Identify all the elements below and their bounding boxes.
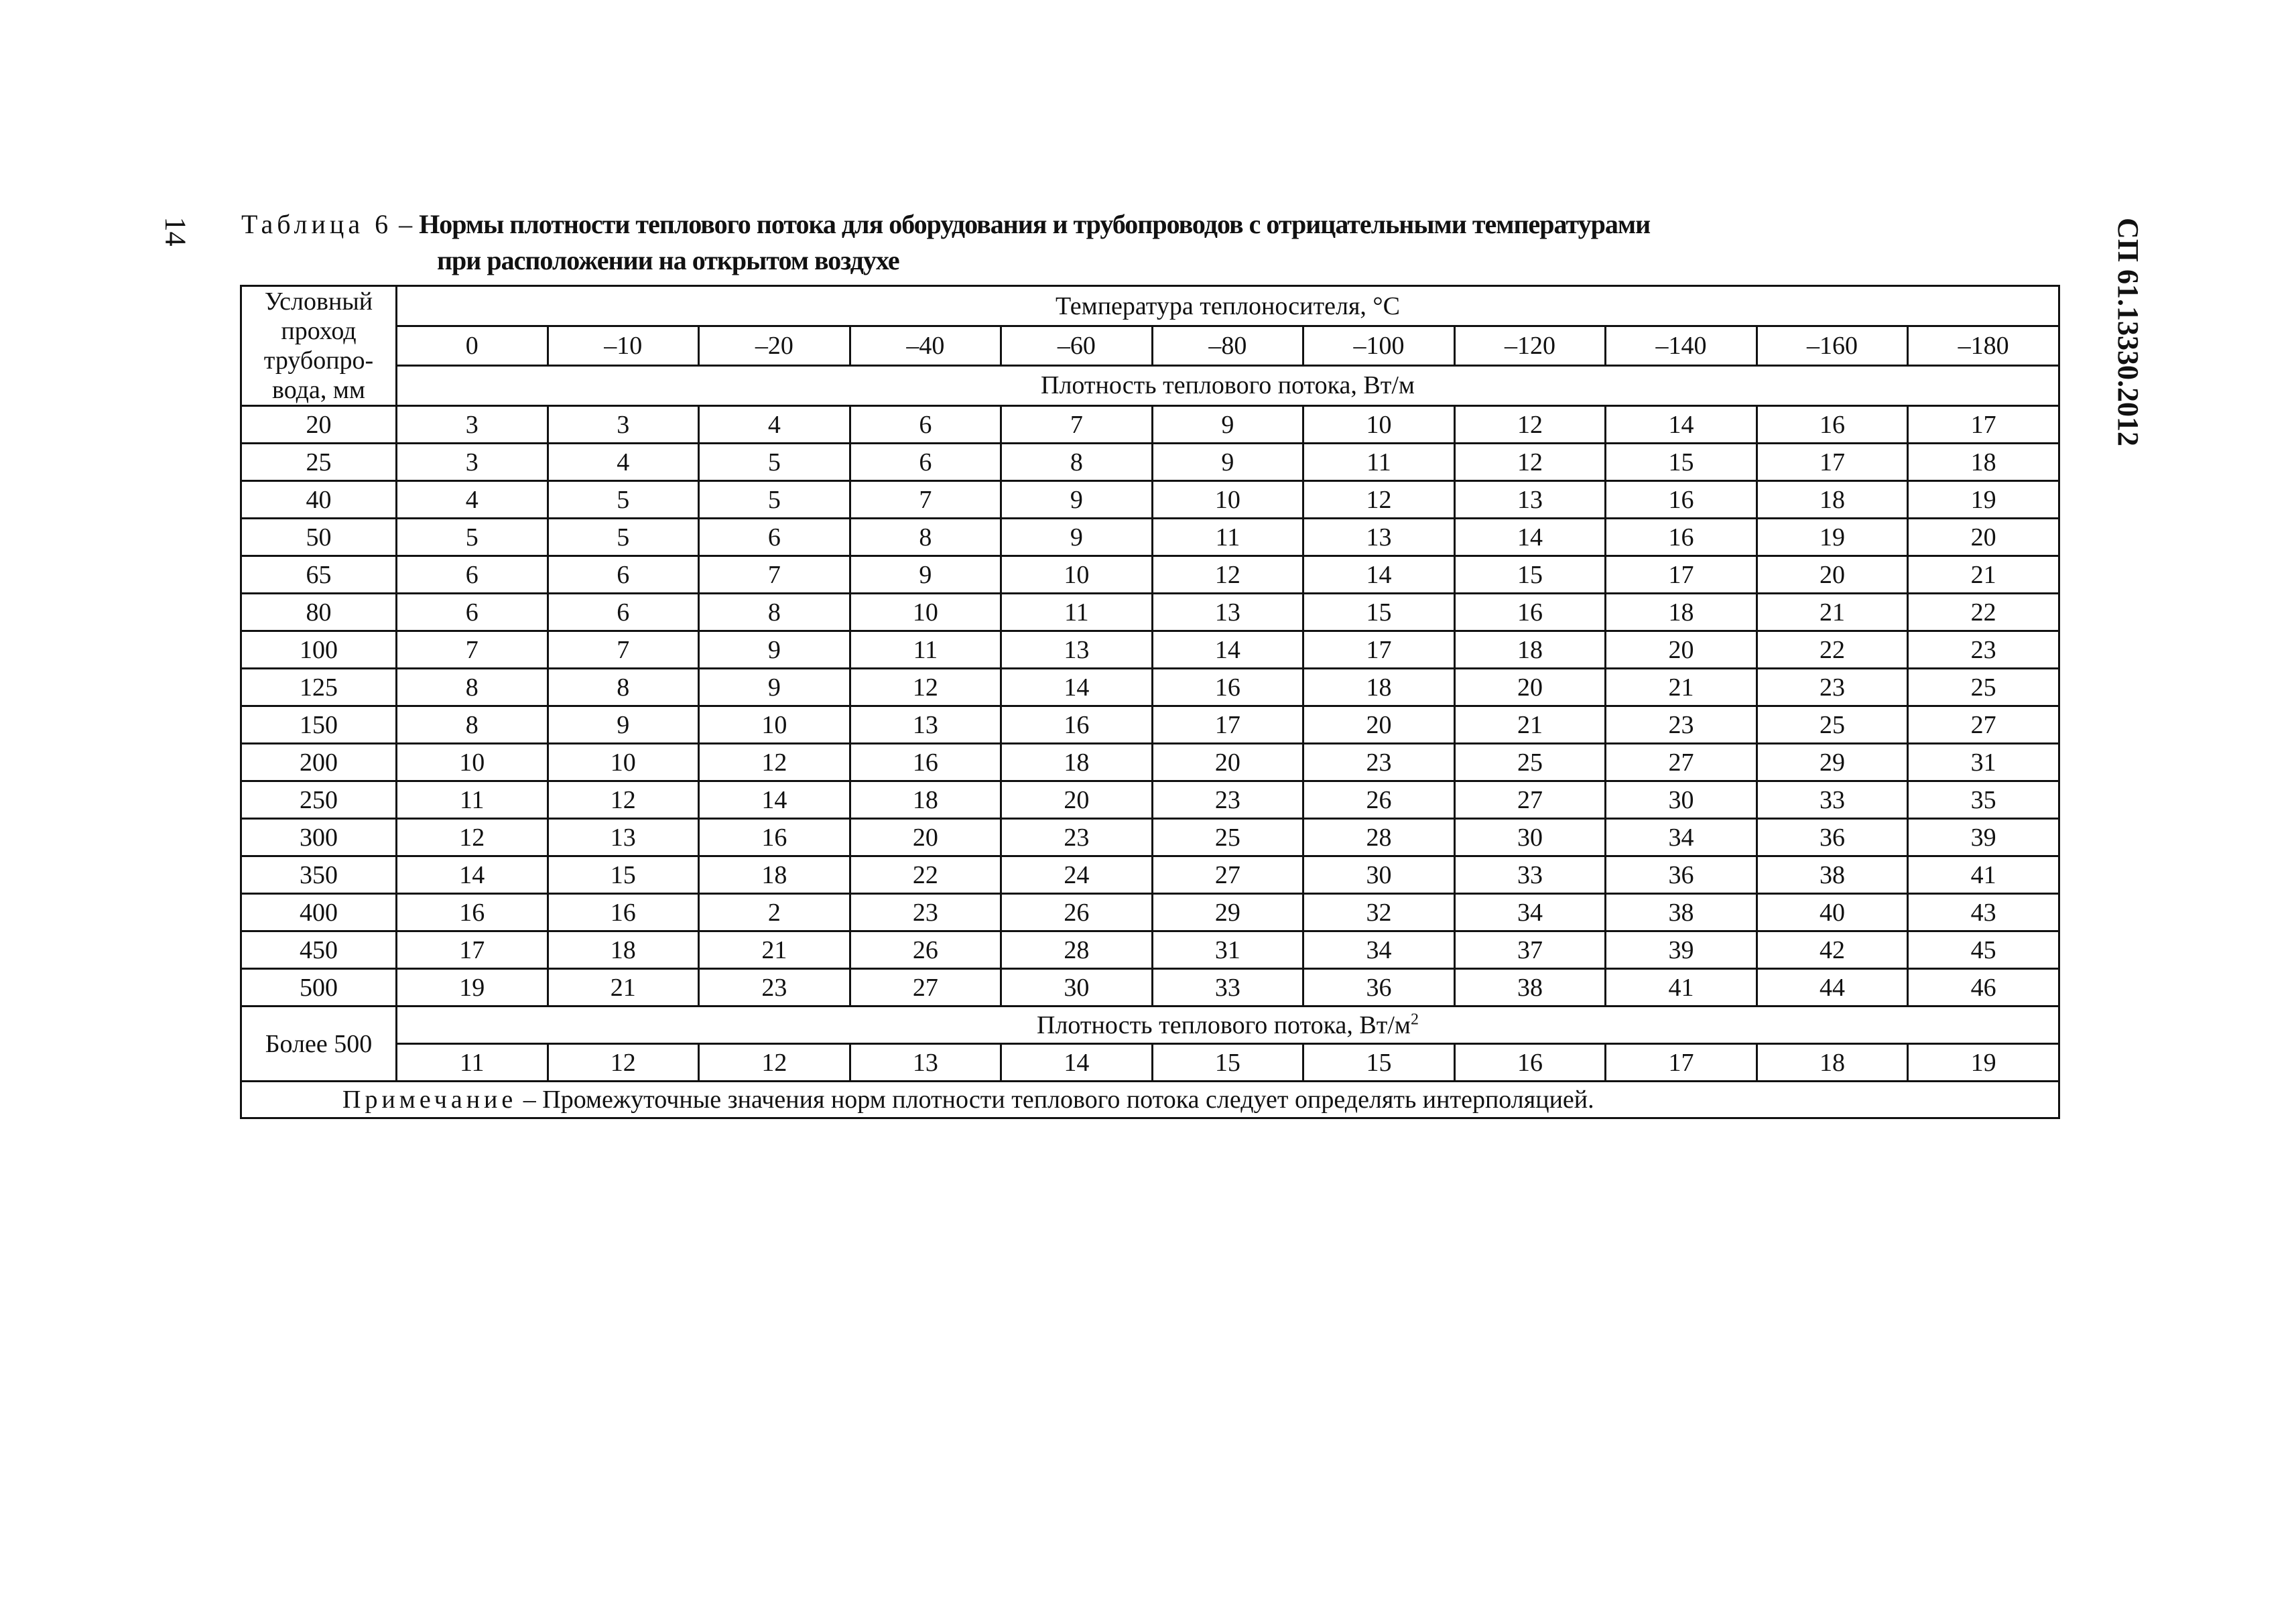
- value-cell: 21: [699, 931, 850, 969]
- value-cell: 23: [1908, 631, 2059, 669]
- page-number: 14: [159, 216, 192, 247]
- value-cell: 20: [1152, 744, 1303, 781]
- caption-dash: –: [392, 209, 420, 239]
- value-cell: 18: [850, 781, 1001, 819]
- value-cell: 7: [548, 631, 699, 669]
- value-cell: 41: [1908, 856, 2059, 894]
- value-cell: 19: [1908, 481, 2059, 519]
- value-cell: 16: [1606, 519, 1757, 556]
- table-row: [241, 631, 2059, 669]
- value-cell: 45: [1908, 931, 2059, 969]
- value-cell: 16: [1001, 706, 1153, 744]
- value-cell: 34: [1303, 931, 1455, 969]
- temperature-cell: –160: [1757, 326, 1908, 365]
- table-row: [241, 556, 2059, 594]
- over-value-cell: 15: [1152, 1044, 1303, 1082]
- diameter-header: Условный проход трубопро-вода, мм: [241, 286, 397, 406]
- value-cell: 15: [1606, 444, 1757, 481]
- value-cell: 31: [1152, 931, 1303, 969]
- value-cell: 2: [699, 894, 850, 931]
- value-cell: 41: [1606, 969, 1757, 1007]
- value-cell: 5: [699, 481, 850, 519]
- value-cell: 25: [1757, 706, 1908, 744]
- value-cell: 19: [1757, 519, 1908, 556]
- value-cell: 13: [850, 706, 1001, 744]
- note-row: [241, 1082, 2059, 1118]
- value-cell: 7: [850, 481, 1001, 519]
- value-cell: 20: [1454, 669, 1606, 706]
- value-cell: 11: [850, 631, 1001, 669]
- value-cell: 18: [1908, 444, 2059, 481]
- value-cell: 9: [1152, 444, 1303, 481]
- diameter-cell: 300: [241, 819, 397, 856]
- value-cell: 8: [548, 669, 699, 706]
- value-cell: 16: [699, 819, 850, 856]
- value-cell: 9: [699, 669, 850, 706]
- value-cell: 7: [699, 556, 850, 594]
- value-cell: 23: [1303, 744, 1455, 781]
- value-cell: 20: [1908, 519, 2059, 556]
- value-cell: 39: [1908, 819, 2059, 856]
- value-cell: 9: [699, 631, 850, 669]
- value-cell: 21: [1908, 556, 2059, 594]
- diameter-cell: 80: [241, 594, 397, 631]
- value-cell: 4: [548, 444, 699, 481]
- value-cell: 26: [850, 931, 1001, 969]
- value-cell: 17: [1606, 556, 1757, 594]
- table-row: [241, 594, 2059, 631]
- temperature-cell: –180: [1908, 326, 2059, 365]
- value-cell: 6: [397, 556, 548, 594]
- value-cell: 8: [699, 594, 850, 631]
- over-value-cell: 12: [699, 1044, 850, 1082]
- value-cell: 10: [1152, 481, 1303, 519]
- diameter-cell: 150: [241, 706, 397, 744]
- diameter-cell: 100: [241, 631, 397, 669]
- value-cell: 9: [1001, 481, 1153, 519]
- diameter-cell: 500: [241, 969, 397, 1007]
- value-cell: 20: [1606, 631, 1757, 669]
- table-row: [241, 744, 2059, 781]
- value-cell: 25: [1152, 819, 1303, 856]
- value-cell: 18: [699, 856, 850, 894]
- value-cell: 6: [548, 594, 699, 631]
- value-cell: 16: [1454, 594, 1606, 631]
- value-cell: 17: [1152, 706, 1303, 744]
- value-cell: 16: [1606, 481, 1757, 519]
- temperature-cell: –20: [699, 326, 850, 365]
- table-row: [241, 931, 2059, 969]
- value-cell: 27: [1152, 856, 1303, 894]
- value-cell: 12: [1303, 481, 1455, 519]
- value-cell: 18: [1757, 481, 1908, 519]
- header-row-temperature: [241, 286, 2059, 326]
- document-code: СП 61.13330.2012: [2112, 218, 2145, 446]
- over-value-cell: 18: [1757, 1044, 1908, 1082]
- over-value-cell: 17: [1606, 1044, 1757, 1082]
- value-cell: 11: [1152, 519, 1303, 556]
- value-cell: 14: [699, 781, 850, 819]
- value-cell: 28: [1001, 931, 1153, 969]
- value-cell: 27: [1454, 781, 1606, 819]
- over-500-values-row: [241, 1044, 2059, 1082]
- header-row-temperature-values: [241, 326, 2059, 365]
- value-cell: 12: [548, 781, 699, 819]
- value-cell: 4: [699, 406, 850, 444]
- value-cell: 22: [1908, 594, 2059, 631]
- value-cell: 9: [548, 706, 699, 744]
- over-value-cell: 15: [1303, 1044, 1455, 1082]
- value-cell: 3: [397, 406, 548, 444]
- value-cell: 12: [699, 744, 850, 781]
- value-cell: 12: [397, 819, 548, 856]
- value-cell: 22: [1757, 631, 1908, 669]
- value-cell: 15: [1303, 594, 1455, 631]
- value-cell: 5: [548, 519, 699, 556]
- diameter-cell: 40: [241, 481, 397, 519]
- value-cell: 43: [1908, 894, 2059, 931]
- value-cell: 20: [850, 819, 1001, 856]
- value-cell: 11: [1001, 594, 1153, 631]
- value-cell: 31: [1908, 744, 2059, 781]
- over-value-cell: 19: [1908, 1044, 2059, 1082]
- table-row: [241, 706, 2059, 744]
- value-cell: 10: [397, 744, 548, 781]
- value-cell: 14: [1454, 519, 1606, 556]
- value-cell: 12: [850, 669, 1001, 706]
- value-cell: 33: [1454, 856, 1606, 894]
- temperature-cell: –80: [1152, 326, 1303, 365]
- table-row: [241, 519, 2059, 556]
- temperature-header: Температура теплоносителя, °С: [397, 286, 2059, 326]
- diameter-cell: 65: [241, 556, 397, 594]
- value-cell: 23: [1152, 781, 1303, 819]
- value-cell: 5: [699, 444, 850, 481]
- over-500-label: Более 500: [241, 1007, 397, 1082]
- value-cell: 10: [699, 706, 850, 744]
- value-cell: 21: [548, 969, 699, 1007]
- value-cell: 13: [1152, 594, 1303, 631]
- value-cell: 27: [1606, 744, 1757, 781]
- table-row: [241, 856, 2059, 894]
- diameter-cell: 50: [241, 519, 397, 556]
- value-cell: 24: [1001, 856, 1153, 894]
- value-cell: 39: [1606, 931, 1757, 969]
- value-cell: 14: [1001, 669, 1153, 706]
- value-cell: 10: [548, 744, 699, 781]
- value-cell: 9: [1001, 519, 1153, 556]
- over-value-cell: 11: [397, 1044, 548, 1082]
- value-cell: 37: [1454, 931, 1606, 969]
- value-cell: 18: [1606, 594, 1757, 631]
- note-text: – Промежуточные значения норм плотности теплового потока следует определять интерполяцией.: [517, 1086, 1594, 1114]
- value-cell: 4: [397, 481, 548, 519]
- value-cell: 10: [1001, 556, 1153, 594]
- note-label: Примечание: [342, 1086, 517, 1114]
- value-cell: 29: [1152, 894, 1303, 931]
- value-cell: 46: [1908, 969, 2059, 1007]
- density-header: Плотность теплового потока, Вт/м: [397, 365, 2059, 405]
- over-value-cell: 14: [1001, 1044, 1153, 1082]
- temperature-cell: –120: [1454, 326, 1606, 365]
- temperature-cell: –10: [548, 326, 699, 365]
- value-cell: 40: [1757, 894, 1908, 931]
- value-cell: 8: [850, 519, 1001, 556]
- heat-flux-norms-table: [240, 285, 2060, 1119]
- value-cell: 14: [1152, 631, 1303, 669]
- temperature-cell: –60: [1001, 326, 1153, 365]
- value-cell: 20: [1757, 556, 1908, 594]
- value-cell: 21: [1606, 669, 1757, 706]
- over-value-cell: 13: [850, 1044, 1001, 1082]
- value-cell: 6: [850, 406, 1001, 444]
- temperature-cell: –40: [850, 326, 1001, 365]
- value-cell: 3: [397, 444, 548, 481]
- value-cell: 9: [850, 556, 1001, 594]
- value-cell: 29: [1757, 744, 1908, 781]
- value-cell: 3: [548, 406, 699, 444]
- value-cell: 16: [850, 744, 1001, 781]
- value-cell: 32: [1303, 894, 1455, 931]
- value-cell: 15: [1454, 556, 1606, 594]
- table-row: [241, 481, 2059, 519]
- value-cell: 34: [1606, 819, 1757, 856]
- value-cell: 30: [1606, 781, 1757, 819]
- over-500-header-row: [241, 1007, 2059, 1044]
- value-cell: 16: [397, 894, 548, 931]
- table-row: [241, 781, 2059, 819]
- value-cell: 44: [1757, 969, 1908, 1007]
- value-cell: 12: [1454, 406, 1606, 444]
- table-row: [241, 406, 2059, 444]
- value-cell: 23: [850, 894, 1001, 931]
- header-row-density: [241, 365, 2059, 405]
- value-cell: 20: [1303, 706, 1455, 744]
- over-density-header: [397, 1007, 2059, 1044]
- value-cell: 23: [1606, 706, 1757, 744]
- value-cell: 13: [1303, 519, 1455, 556]
- value-cell: 23: [1001, 819, 1153, 856]
- value-cell: 30: [1001, 969, 1153, 1007]
- value-cell: 26: [1001, 894, 1153, 931]
- value-cell: 20: [1001, 781, 1153, 819]
- value-cell: 12: [1152, 556, 1303, 594]
- table-row: [241, 444, 2059, 481]
- value-cell: 16: [548, 894, 699, 931]
- value-cell: 7: [1001, 406, 1153, 444]
- diameter-cell: 450: [241, 931, 397, 969]
- value-cell: 10: [1303, 406, 1455, 444]
- value-cell: 21: [1757, 594, 1908, 631]
- value-cell: 10: [850, 594, 1001, 631]
- diameter-cell: 20: [241, 406, 397, 444]
- value-cell: 27: [850, 969, 1001, 1007]
- table-title-line2: при расположении на открытом воздухе: [437, 245, 899, 275]
- value-cell: 21: [1454, 706, 1606, 744]
- value-cell: 14: [1606, 406, 1757, 444]
- diameter-cell: 25: [241, 444, 397, 481]
- value-cell: 42: [1757, 931, 1908, 969]
- value-cell: 38: [1757, 856, 1908, 894]
- table-title-line1: Нормы плотности теплового потока для оборудования и трубопроводов с отрицательными температурами: [419, 209, 1651, 239]
- value-cell: 6: [548, 556, 699, 594]
- table-row: [241, 819, 2059, 856]
- value-cell: 13: [548, 819, 699, 856]
- value-cell: 25: [1454, 744, 1606, 781]
- value-cell: 17: [1303, 631, 1455, 669]
- diameter-cell: 125: [241, 669, 397, 706]
- value-cell: 11: [397, 781, 548, 819]
- value-cell: 23: [699, 969, 850, 1007]
- value-cell: 38: [1606, 894, 1757, 931]
- value-cell: 6: [397, 594, 548, 631]
- table-note: [241, 1082, 2059, 1118]
- table-caption: [241, 206, 1850, 279]
- value-cell: 9: [1152, 406, 1303, 444]
- value-cell: 8: [397, 669, 548, 706]
- table-row: [241, 669, 2059, 706]
- value-cell: 6: [850, 444, 1001, 481]
- value-cell: 33: [1757, 781, 1908, 819]
- over-value-cell: 12: [548, 1044, 699, 1082]
- diameter-cell: 250: [241, 781, 397, 819]
- value-cell: 14: [1303, 556, 1455, 594]
- value-cell: 8: [397, 706, 548, 744]
- value-cell: 35: [1908, 781, 2059, 819]
- over-density-header-text: Плотность теплового потока, Вт/м: [1037, 1011, 1411, 1039]
- value-cell: 17: [397, 931, 548, 969]
- temperature-cell: –100: [1303, 326, 1455, 365]
- value-cell: 30: [1454, 819, 1606, 856]
- diameter-cell: 200: [241, 744, 397, 781]
- value-cell: 13: [1001, 631, 1153, 669]
- value-cell: 15: [548, 856, 699, 894]
- value-cell: 30: [1303, 856, 1455, 894]
- value-cell: 36: [1303, 969, 1455, 1007]
- over-density-unit-exponent: 2: [1410, 1010, 1419, 1028]
- value-cell: 6: [699, 519, 850, 556]
- value-cell: 18: [1454, 631, 1606, 669]
- table-row: [241, 894, 2059, 931]
- value-cell: 5: [548, 481, 699, 519]
- temperature-cell: –140: [1606, 326, 1757, 365]
- value-cell: 26: [1303, 781, 1455, 819]
- value-cell: 22: [850, 856, 1001, 894]
- table-label: Таблица 6: [241, 209, 393, 239]
- table-row: [241, 969, 2059, 1007]
- value-cell: 17: [1757, 444, 1908, 481]
- value-cell: 8: [1001, 444, 1153, 481]
- value-cell: 16: [1757, 406, 1908, 444]
- value-cell: 11: [1303, 444, 1455, 481]
- diameter-cell: 400: [241, 894, 397, 931]
- value-cell: 38: [1454, 969, 1606, 1007]
- value-cell: 25: [1908, 669, 2059, 706]
- value-cell: 12: [1454, 444, 1606, 481]
- value-cell: 27: [1908, 706, 2059, 744]
- value-cell: 28: [1303, 819, 1455, 856]
- value-cell: 36: [1757, 819, 1908, 856]
- value-cell: 13: [1454, 481, 1606, 519]
- value-cell: 16: [1152, 669, 1303, 706]
- value-cell: 18: [1303, 669, 1455, 706]
- value-cell: 7: [397, 631, 548, 669]
- value-cell: 18: [1001, 744, 1153, 781]
- value-cell: 14: [397, 856, 548, 894]
- value-cell: 5: [397, 519, 548, 556]
- value-cell: 23: [1757, 669, 1908, 706]
- value-cell: 17: [1908, 406, 2059, 444]
- diameter-cell: 350: [241, 856, 397, 894]
- temperature-cell: 0: [397, 326, 548, 365]
- value-cell: 18: [548, 931, 699, 969]
- value-cell: 19: [397, 969, 548, 1007]
- value-cell: 36: [1606, 856, 1757, 894]
- over-value-cell: 16: [1454, 1044, 1606, 1082]
- value-cell: 34: [1454, 894, 1606, 931]
- value-cell: 33: [1152, 969, 1303, 1007]
